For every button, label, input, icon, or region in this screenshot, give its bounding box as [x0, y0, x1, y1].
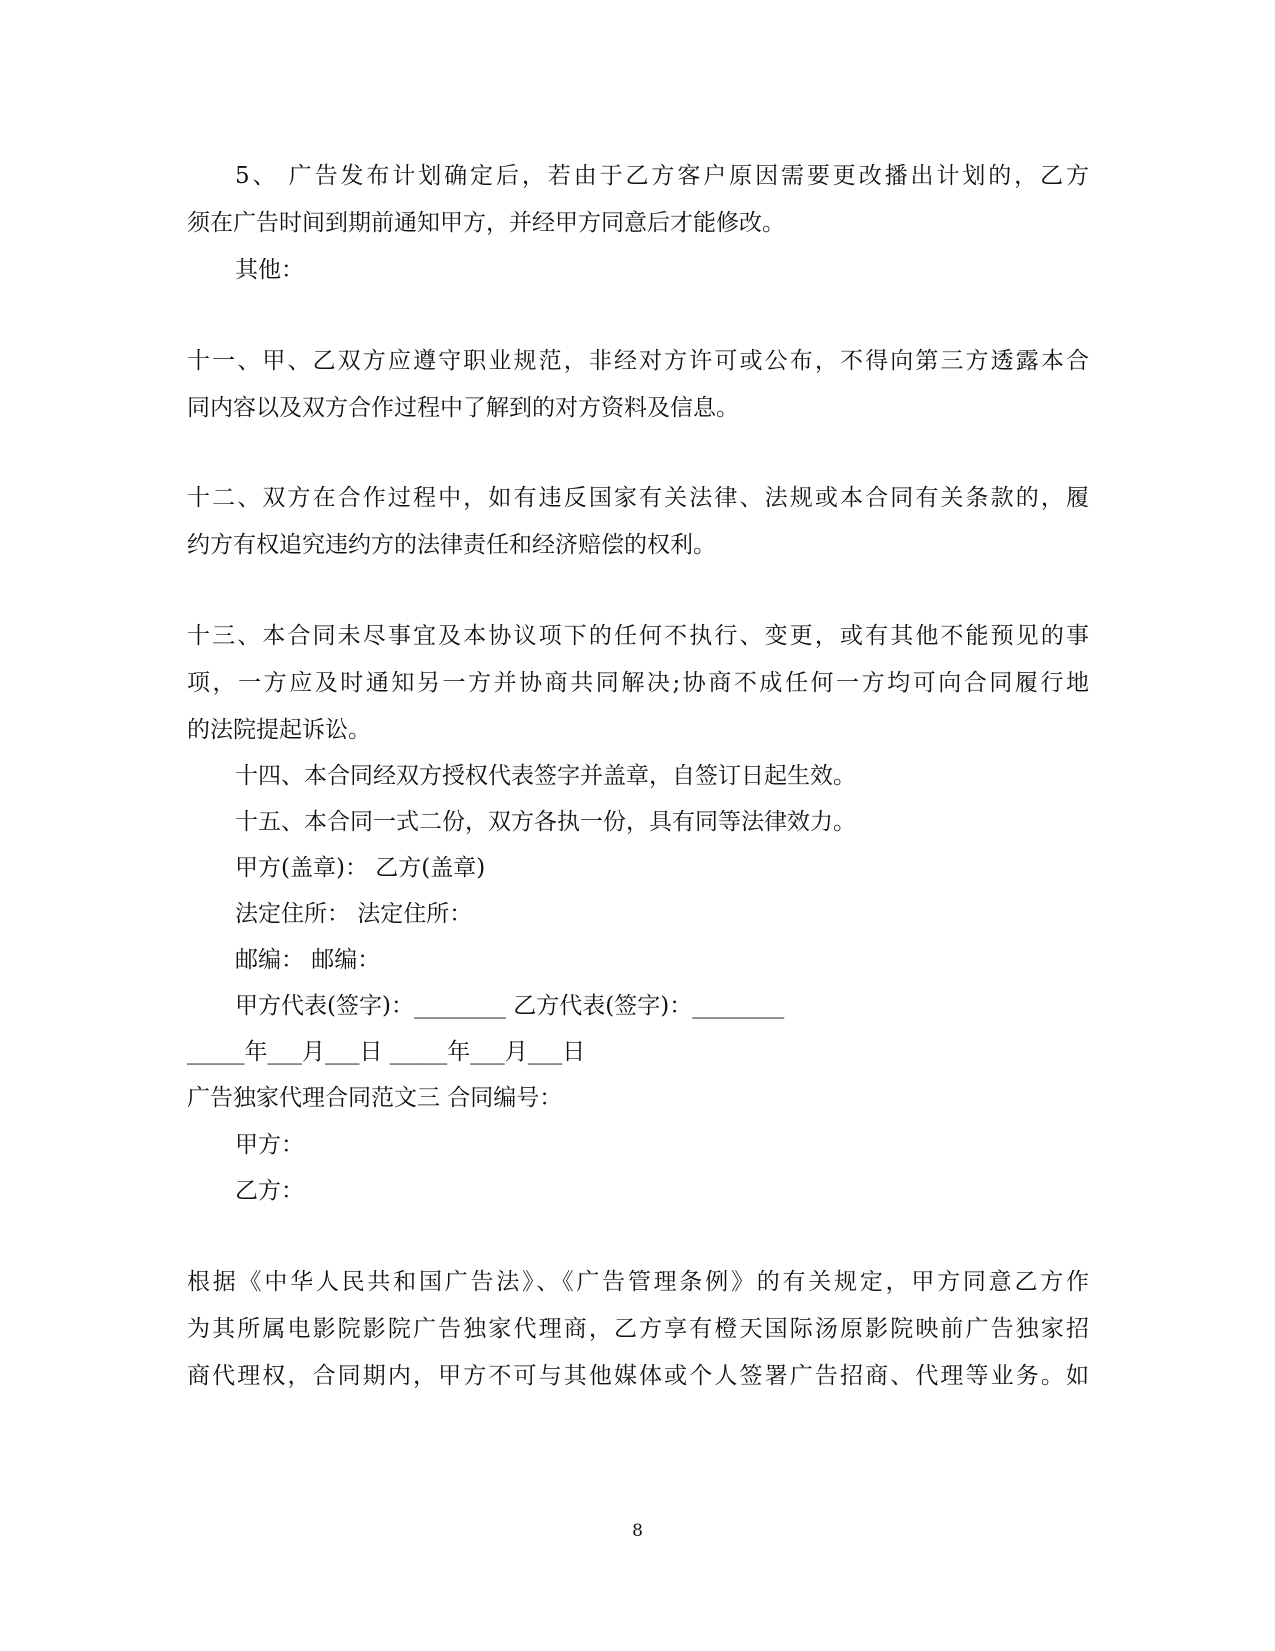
signature-line: 邮编： 邮编：	[235, 947, 381, 973]
paragraph-line: 乙方：	[235, 1178, 304, 1204]
signature-line: 甲方(盖章)： 乙方(盖章)	[235, 855, 486, 881]
paragraph-line: 同内容以及双方合作过程中了解到的对方资料及信息。	[187, 395, 739, 421]
section-title: 广告独家代理合同范文三 合同编号：	[187, 1085, 563, 1111]
paragraph-line: 甲方：	[235, 1132, 304, 1158]
signature-line: 法定住所： 法定住所：	[235, 901, 473, 927]
paragraph-line: 须在广告时间到期前通知甲方，并经甲方同意后才能修改。	[187, 210, 785, 236]
paragraph-line: 十二、双方在合作过程中，如有违反国家有关法律、法规或本合同有关条款的，履	[187, 485, 1089, 511]
paragraph-line: 其他：	[235, 257, 304, 283]
paragraph-line: 项，一方应及时通知另一方并协商共同解决;协商不成任何一方均可向合同履行地	[187, 670, 1089, 696]
paragraph-line: 十三、本合同未尽事宜及本协议项下的任何不执行、变更，或有其他不能预见的事	[187, 623, 1089, 649]
date-line: _____年___月___日 _____年___月___日	[187, 1039, 586, 1065]
paragraph-line: 十五、本合同一式二份，双方各执一份，具有同等法律效力。	[235, 809, 856, 835]
paragraph-line: 5、 广告发布计划确定后，若由于乙方客户原因需要更改播出计划的，乙方	[235, 163, 1089, 189]
paragraph-line: 根据《中华人民共和国广告法》、《广告管理条例》的有关规定，甲方同意乙方作	[187, 1269, 1089, 1295]
page-number: 8	[632, 1521, 643, 1541]
signature-line: 甲方代表(签字)：________ 乙方代表(签字)：________	[235, 993, 785, 1019]
paragraph-line: 十四、本合同经双方授权代表签字并盖章，自签订日起生效。	[235, 763, 856, 789]
paragraph-line: 的法院提起诉讼。	[187, 717, 371, 743]
paragraph-line: 商代理权，合同期内，甲方不可与其他媒体或个人签署广告招商、代理等业务。如	[187, 1363, 1089, 1389]
paragraph-line: 十一、甲、乙双方应遵守职业规范，非经对方许可或公布，不得向第三方透露本合	[187, 348, 1089, 374]
paragraph-line: 约方有权追究违约方的法律责任和经济赔偿的权利。	[187, 532, 716, 558]
paragraph-line: 为其所属电影院影院广告独家代理商，乙方享有橙天国际汤原影院映前广告独家招	[187, 1316, 1089, 1342]
